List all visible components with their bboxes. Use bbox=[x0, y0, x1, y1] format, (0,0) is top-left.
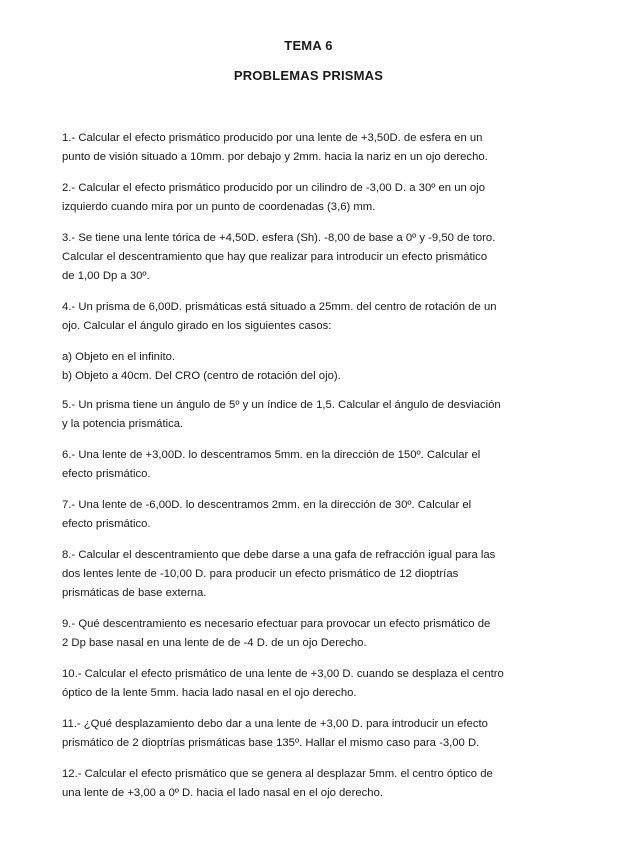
problem-line: 2.- Calcular el efecto prismático producido por un cilindro de -3,00 D. a 30º en un ojo bbox=[62, 182, 485, 194]
problem-1 bbox=[62, 129, 552, 167]
problem-9 bbox=[62, 615, 552, 653]
problem-line: ojo. Calcular el ángulo girado en los siguientes casos: bbox=[62, 320, 332, 332]
problem-line: 8.- Calcular el descentramiento que debe darse a una gafa de refracción igual para las bbox=[62, 549, 496, 561]
problem-line: 12.- Calcular el efecto prismático que se genera al desplazar 5mm. el centro óptico de bbox=[62, 768, 493, 780]
problem-line: y la potencia prismática. bbox=[62, 418, 184, 430]
page-subtitle: PROBLEMAS PRISMAS bbox=[233, 68, 384, 83]
page-title: TEMA 6 bbox=[284, 38, 333, 53]
problem-line: prismáticas de base externa. bbox=[62, 587, 207, 599]
problem-line: punto de visión situado a 10mm. por debajo y 2mm. hacia la nariz en un ojo derecho. bbox=[62, 151, 488, 163]
problem-line: Calcular el descentramiento que hay que realizar para introducir un efecto prismático bbox=[62, 251, 488, 263]
problem-line: prismático de 2 dioptrías prismáticas base 135º. Hallar el mismo caso para -3,00 D. bbox=[62, 737, 480, 749]
problem-line: 3.- Se tiene una lente tórica de +4,50D. esfera (Sh). -8,00 de base a 0º y -9,50 de toro. bbox=[62, 232, 496, 244]
problem-line: 4.- Un prisma de 6,00D. prismáticas está situado a 25mm. del centro de rotación de un bbox=[62, 301, 497, 313]
problem-line: una lente de +3,00 a 0º D. hacia el lado nasal en el ojo derecho. bbox=[62, 787, 383, 799]
problem-line: 6.- Una lente de +3,00D. lo descentramos 5mm. en la dirección de 150º. Calcular el bbox=[62, 449, 481, 461]
problem-line: 11.- ¿Qué desplazamiento debo dar a una lente de +3,00 D. para introducir un efecto bbox=[62, 718, 488, 730]
problem-4 bbox=[62, 298, 552, 336]
problem-line: 10.- Calcular el efecto prismático de una lente de +3,00 D. cuando se desplaza el centro bbox=[62, 668, 504, 680]
problem-8 bbox=[62, 546, 552, 603]
problem-5 bbox=[62, 396, 552, 434]
problem-line: izquierdo cuando mira por un punto de coordenadas (3,6) mm. bbox=[62, 201, 376, 213]
problem-11 bbox=[62, 715, 552, 753]
problem-3 bbox=[62, 229, 552, 286]
problem-line: 1.- Calcular el efecto prismático producido por una lente de +3,50D. de esfera en un bbox=[62, 132, 483, 144]
problem-list bbox=[62, 129, 552, 815]
problem-12 bbox=[62, 765, 552, 803]
problem-line: óptico de la lente 5mm. hacia lado nasal en el ojo derecho. bbox=[62, 687, 357, 699]
problem-line: a) Objeto en el infinito. bbox=[62, 351, 176, 363]
problem-line: 5.- Un prisma tiene un ángulo de 5º y un índice de 1,5. Calcular el ángulo de desviación bbox=[62, 399, 501, 411]
problem-line: de 1,00 Dp a 30º. bbox=[62, 270, 150, 282]
problem-line: efecto prismático. bbox=[62, 468, 151, 480]
problem-line: 2 Dp base nasal en una lente de de -4 D. de un ojo Derecho. bbox=[62, 637, 367, 649]
problem-6 bbox=[62, 446, 552, 484]
problem-line: b) Objeto a 40cm. Del CRO (centro de rotación del ojo). bbox=[62, 370, 341, 382]
problem-line: 9.- Qué descentramiento es necesario efectuar para provocar un efecto prismático de bbox=[62, 618, 491, 630]
problem-line: 7.- Una lente de -6,00D. lo descentramos 2mm. en la dirección de 30º. Calcular el bbox=[62, 499, 472, 511]
problem-10 bbox=[62, 665, 552, 703]
problem-line: efecto prismático. bbox=[62, 518, 151, 530]
problem-7 bbox=[62, 496, 552, 534]
problem-4-cases bbox=[62, 348, 552, 386]
problem-line: dos lentes lente de -10,00 D. para producir un efecto prismático de 12 dioptrías bbox=[62, 568, 459, 580]
problem-2 bbox=[62, 179, 552, 217]
